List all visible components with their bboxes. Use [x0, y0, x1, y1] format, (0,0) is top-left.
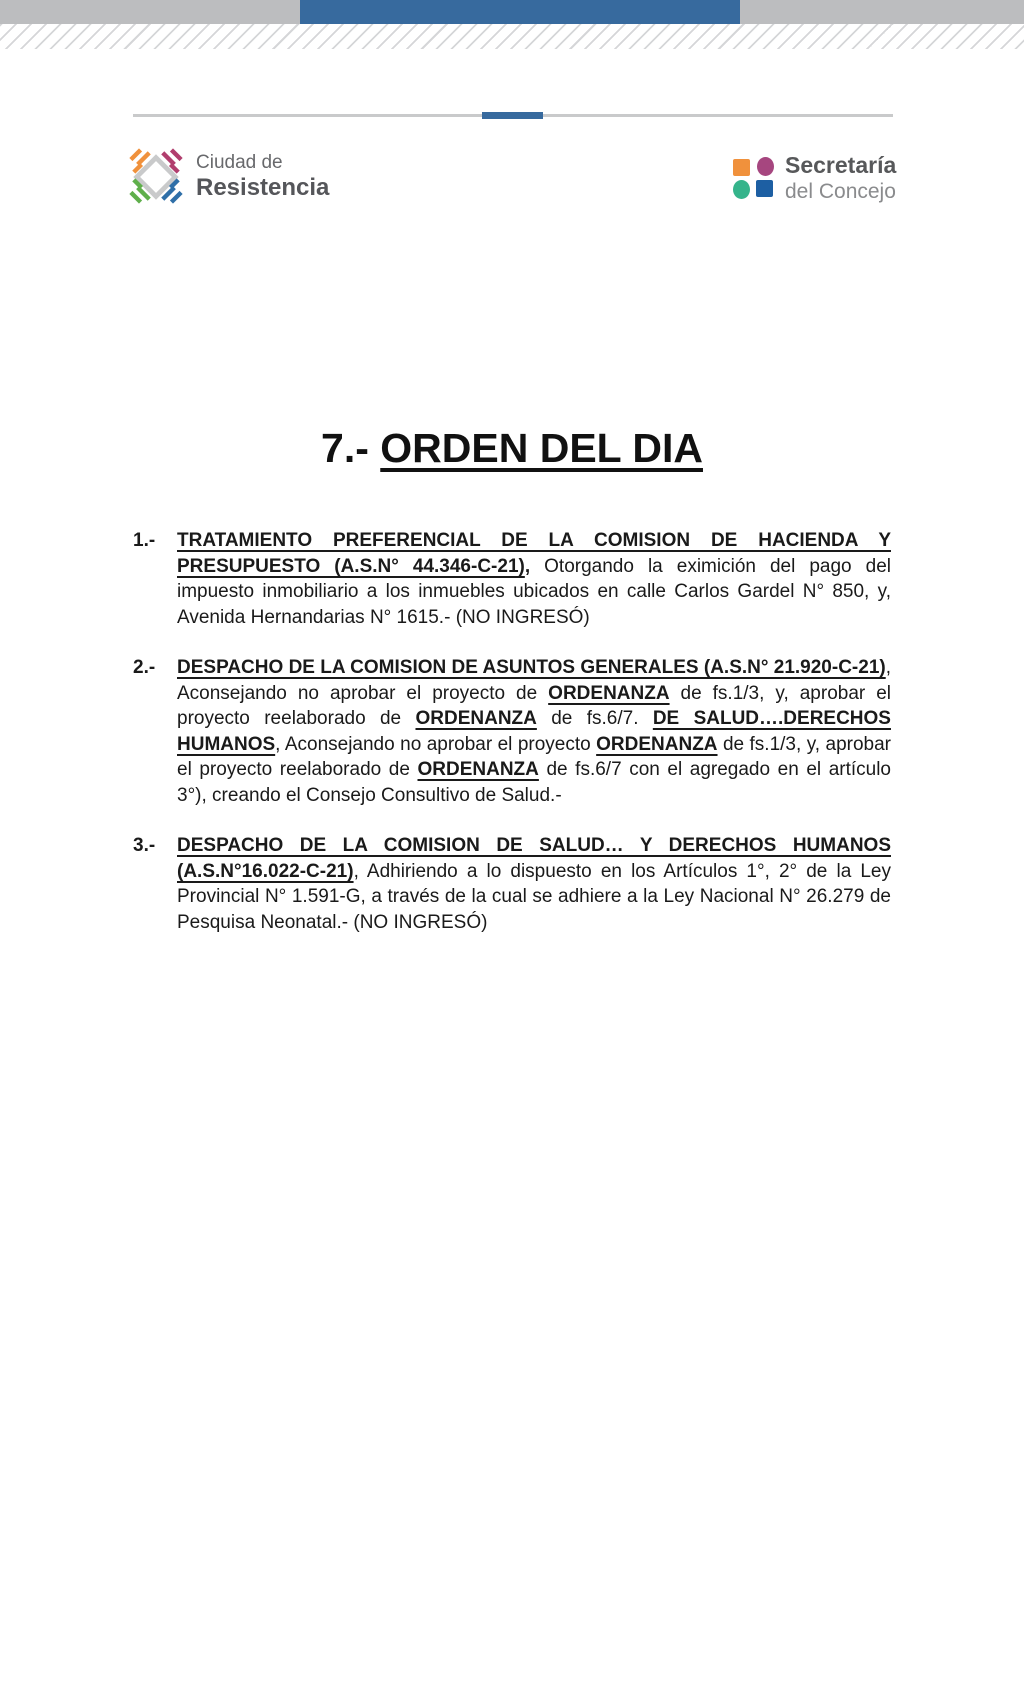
- item-text: [177, 835, 891, 933]
- text-segment: de fs.1/3, y, aprobar el proyecto reelaborado de: [177, 682, 891, 729]
- text-segment: de fs.6/7 con el agregado en el artículo 3°), creando el Consejo Consultivo de Salud.-: [177, 759, 892, 806]
- text-segment: Otorgando la eximición del pago del impuesto inmobiliario a los inmuebles ubicados en calle Carlos Gardel N° 850, y, Avenida Hernandarias N° 1615.- (NO INGRESÓ): [177, 555, 891, 628]
- order-item-2: [133, 655, 891, 808]
- page-title-main: ORDEN DEL DIA: [380, 425, 703, 471]
- order-item-3: [133, 833, 891, 935]
- text-segment: , Aconsejando no aprobar el proyecto de: [177, 657, 891, 704]
- text-segment: ORDENANZA: [415, 708, 537, 729]
- divider-rule-accent: [482, 112, 543, 119]
- order-items: [133, 528, 891, 935]
- divider-rule: [133, 114, 893, 117]
- magenta-ellipse-shape: [757, 157, 774, 176]
- council-logo: [733, 154, 896, 202]
- text-segment: de fs.1/3, y, aprobar el proyecto reelaborado de: [177, 733, 891, 780]
- council-logo-line1: Secretaría: [785, 152, 897, 178]
- text-segment: DESPACHO DE LA COMISION DE ASUNTOS GENERALES (A.S.N° 21.920-C-21): [177, 657, 886, 678]
- item-text: [177, 657, 891, 806]
- text-segment: ,: [524, 555, 531, 577]
- text-segment: de fs.6/7.: [536, 708, 653, 729]
- text-segment: DESPACHO DE LA COMISION DE SALUD… Y DERECHOS HUMANOS (A.S.N°16.022-C-21): [177, 835, 891, 882]
- text-segment: ORDENANZA: [417, 759, 539, 780]
- council-logo-line2: del Concejo: [785, 180, 896, 203]
- city-logo-text: [196, 153, 329, 200]
- text-segment: DE SALUD….DERECHOS HUMANOS: [177, 708, 891, 755]
- blue-square-shape: [756, 180, 773, 197]
- item-number: 1.-: [133, 530, 156, 551]
- item-text: [177, 530, 891, 628]
- city-logo-line2: Resistencia: [196, 173, 330, 201]
- item-number: 2.-: [133, 657, 156, 678]
- text-segment: TRATAMIENTO PREFERENCIAL DE LA COMISION DE HACIENDA Y PRESUPUESTO (A.S.N° 44.346-C-21): [177, 530, 891, 577]
- page-title-prefix: 7.-: [321, 425, 381, 471]
- page-title: [133, 424, 891, 472]
- diamond-pinwheel-icon: [128, 138, 184, 214]
- top-bar: [0, 0, 1024, 24]
- text-segment: , Aconsejando no aprobar el proyecto: [275, 733, 597, 755]
- hatch-band: [0, 24, 1024, 49]
- four-shapes-grid-icon: [733, 157, 774, 199]
- order-item-1: [133, 528, 891, 630]
- text-segment: ORDENANZA: [596, 733, 718, 755]
- text-segment: ORDENANZA: [548, 682, 670, 704]
- city-logo-line1: Ciudad de: [196, 151, 283, 173]
- council-logo-text: [785, 154, 896, 202]
- teal-ellipse-shape: [733, 180, 750, 199]
- top-bar-accent: [300, 0, 740, 24]
- city-logo: [128, 138, 329, 214]
- item-number: 3.-: [133, 835, 156, 856]
- text-segment: , Adhiriendo a lo dispuesto en los Artículos 1°, 2° de la Ley Provincial N° 1.591-G, a través de la cual se adhiere a la Ley Nacional N° 26.279 de Pesquisa Neonatal.- (NO INGRESÓ): [177, 860, 891, 933]
- orange-square-shape: [733, 159, 750, 176]
- document-content: [133, 424, 891, 960]
